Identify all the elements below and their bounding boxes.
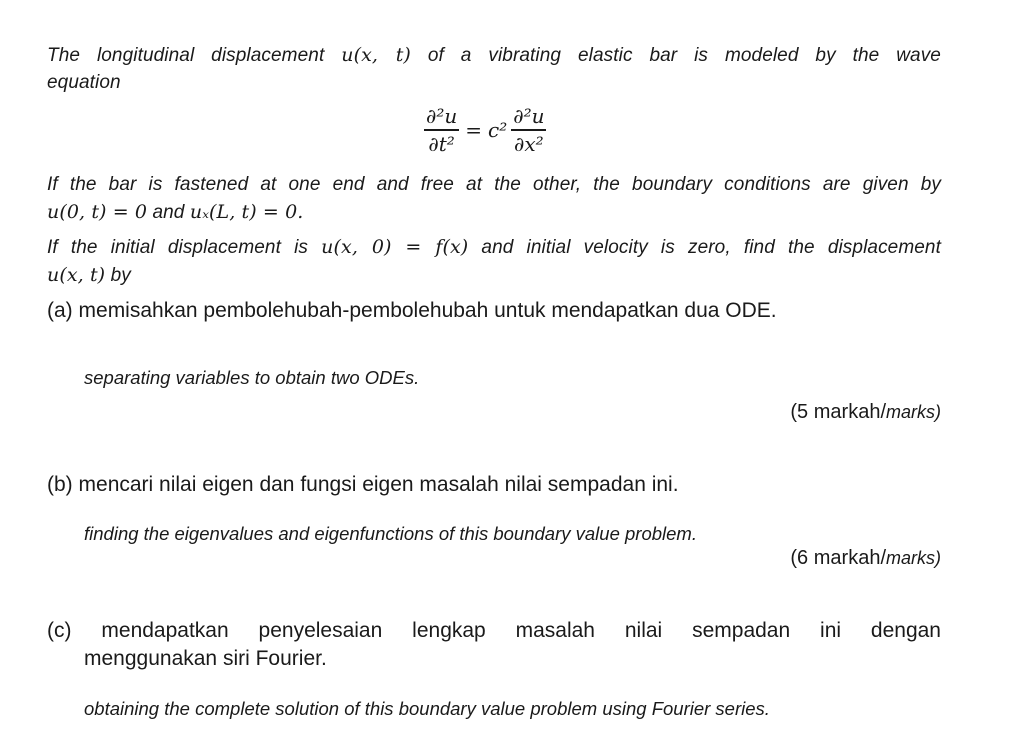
part-a-marks-english: marks): [886, 402, 941, 422]
wave-speed-coefficient: c²: [488, 117, 508, 142]
intro-text: The longitudinal displacement: [47, 45, 325, 66]
lhs-fraction: [424, 103, 459, 157]
rhs-fraction: [511, 103, 546, 157]
part-b-malay: mencari nilai eigen dan fungsi eigen masalah nilai sempadan ini.: [78, 473, 679, 496]
rhs-denominator: ∂x²: [514, 131, 544, 156]
initial-condition: u(x, 0) = f(x): [321, 236, 469, 258]
part-c-malay-1: mendapatkan penyelesaian lengkap masalah nilai sempadan ini dengan: [101, 619, 941, 642]
part-c-english: obtaining the complete solution of this boundary value problem using Fourier series.: [84, 698, 770, 719]
intro-line-2: equation: [47, 72, 121, 93]
part-b-label: (b): [47, 473, 73, 496]
part-c-label: (c): [47, 619, 72, 642]
part-a-label: (a): [47, 299, 73, 322]
initial-by: by: [110, 265, 131, 286]
equals-sign: =: [465, 117, 483, 142]
part-c-malay-2: menggunakan siri Fourier.: [84, 647, 327, 670]
initial-line-1: [47, 234, 941, 261]
boundary-condition-1: u(0, t) = 0: [47, 201, 148, 223]
boundary-condition-2: uₓ(L, t) = 0.: [189, 201, 304, 223]
part-b-english: finding the eigenvalues and eigenfunctions of this boundary value problem.: [84, 523, 697, 544]
intro-rest: of a vibrating elastic bar is modeled by the wave: [427, 45, 941, 66]
wave-equation: [424, 103, 546, 157]
initial-displacement: u(x, t): [47, 264, 106, 286]
lhs-denominator: ∂t²: [428, 131, 455, 156]
lhs-numerator: ∂²u: [426, 104, 458, 128]
part-b-marks-number: (6: [790, 547, 809, 569]
initial-text-2: and initial velocity is zero, find the displacement: [481, 237, 941, 258]
rhs-numerator: ∂²u: [513, 104, 545, 128]
part-b-marks-english: marks): [886, 548, 941, 568]
part-c-question: [47, 617, 941, 673]
part-a-malay: memisahkan pembolehubah-pembolehubah untuk mendapatkan dua ODE.: [78, 299, 777, 322]
part-b-question: [47, 471, 679, 499]
part-a-marks-malay: markah/: [813, 401, 886, 423]
part-b-marks: [790, 547, 941, 570]
intro-line-1: [47, 42, 941, 69]
initial-text-1: If the initial displacement is: [47, 237, 309, 258]
part-c-line-1: [47, 617, 941, 645]
boundary-line-2: [47, 199, 303, 226]
boundary-and: and: [152, 202, 185, 223]
initial-line-2: [47, 262, 131, 289]
intro-function: u(x, t): [341, 44, 411, 66]
part-a-marks: [790, 401, 941, 424]
part-a-marks-number: (5: [790, 401, 809, 423]
part-a-english: separating variables to obtain two ODEs.: [84, 367, 420, 388]
part-b-marks-malay: markah/: [813, 547, 886, 569]
part-a-question: [47, 297, 777, 325]
boundary-line-1: If the bar is fastened at one end and free at the other, the boundary conditions are given by: [47, 174, 941, 195]
